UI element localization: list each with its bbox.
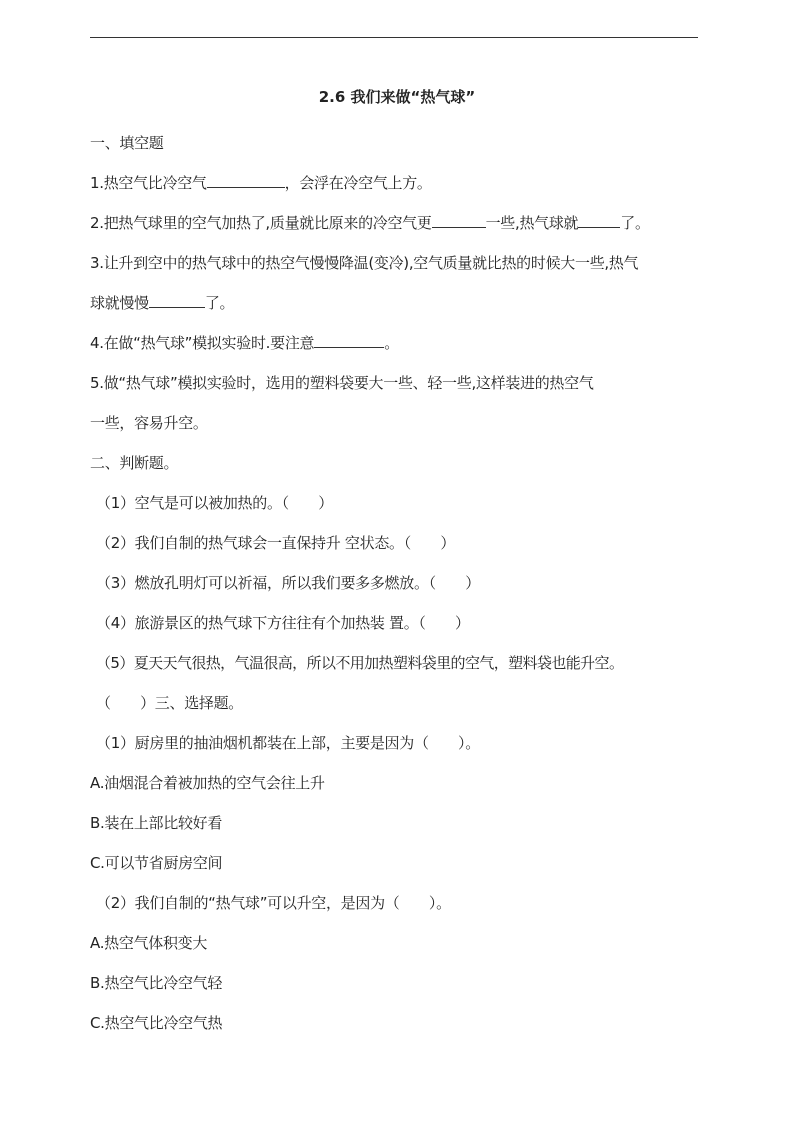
choice-question-2-option-a: A.热空气体积变大 (90, 934, 208, 952)
section-heading-true-false: 二、判断题。 (90, 454, 179, 472)
question-5-line-2: 一些，容易升空。 (90, 414, 208, 432)
judge-item-5-cont-and-section-3-heading: （ ）三、选择题。 (96, 694, 244, 712)
judge-item-3: （3）燃放孔明灯可以祈福，所以我们要多多燃放。（ ） (96, 574, 480, 592)
choice-question-2-stem: （2）我们自制的“热气球”可以升空，是因为（ ）。 (96, 894, 451, 912)
header-rule (90, 37, 698, 38)
choice-question-2-option-b: B.热空气比冷空气轻 (90, 974, 223, 992)
question-2-middle: 一些,热气球就 (485, 214, 579, 232)
question-4 (90, 332, 399, 354)
section-heading-fill-in: 一、填空题 (90, 134, 164, 152)
question-1-before: 1.热空气比冷空气 (90, 174, 207, 192)
choice-question-2-option-c: C.热空气比冷空气热 (90, 1014, 223, 1032)
judge-item-2: （2）我们自制的热气球会一直保持升 空状态。（ ） (96, 534, 456, 552)
choice-question-1-stem: （1）厨房里的抽油烟机都装在上部，主要是因为（ ）。 (96, 734, 480, 752)
choice-question-1-option-b: B.装在上部比较好看 (90, 814, 223, 832)
page-title: 2.6 我们来做“热气球” (318, 88, 476, 106)
judge-item-4: （4）旅游景区的热气球下方往往有个加热装 置。（ ） (96, 614, 470, 632)
question-3-after: 了。 (204, 294, 235, 312)
judge-item-1: （1）空气是可以被加热的。（ ） (96, 494, 333, 512)
answer-blank (314, 333, 384, 348)
question-3-before: 球就慢慢 (90, 294, 149, 312)
question-5-line-1: 5.做“热气球”模拟实验时，选用的塑料袋要大一些、轻一些,这样装进的热空气 (90, 374, 594, 392)
answer-blank (207, 173, 285, 188)
answer-blank (578, 213, 620, 228)
answer-blank (149, 293, 205, 308)
question-1-after: ，会浮在冷空气上方。 (284, 174, 432, 192)
question-2-after: 了。 (620, 214, 650, 232)
question-3-line-1: 3.让升到空中的热气球中的热空气慢慢降温(变冷),空气质量就比热的时候大一些,热气 (90, 254, 639, 272)
answer-blank (432, 213, 486, 228)
judge-item-5: （5）夏天天气很热，气温很高，所以不用加热塑料袋里的空气，塑料袋也能升空。 (96, 654, 624, 672)
question-4-after: 。 (384, 334, 399, 352)
question-1 (90, 172, 432, 194)
question-2-before: 2.把热气球里的空气加热了,质量就比原来的冷空气更 (90, 214, 432, 232)
question-2 (90, 212, 650, 234)
choice-question-1-option-c: C.可以节省厨房空间 (90, 854, 223, 872)
question-4-before: 4.在做“热气球”模拟实验时.要注意 (90, 334, 315, 352)
choice-question-1-option-a: A.油烟混合着被加热的空气会往上升 (90, 774, 325, 792)
question-3-line-2 (90, 292, 234, 314)
